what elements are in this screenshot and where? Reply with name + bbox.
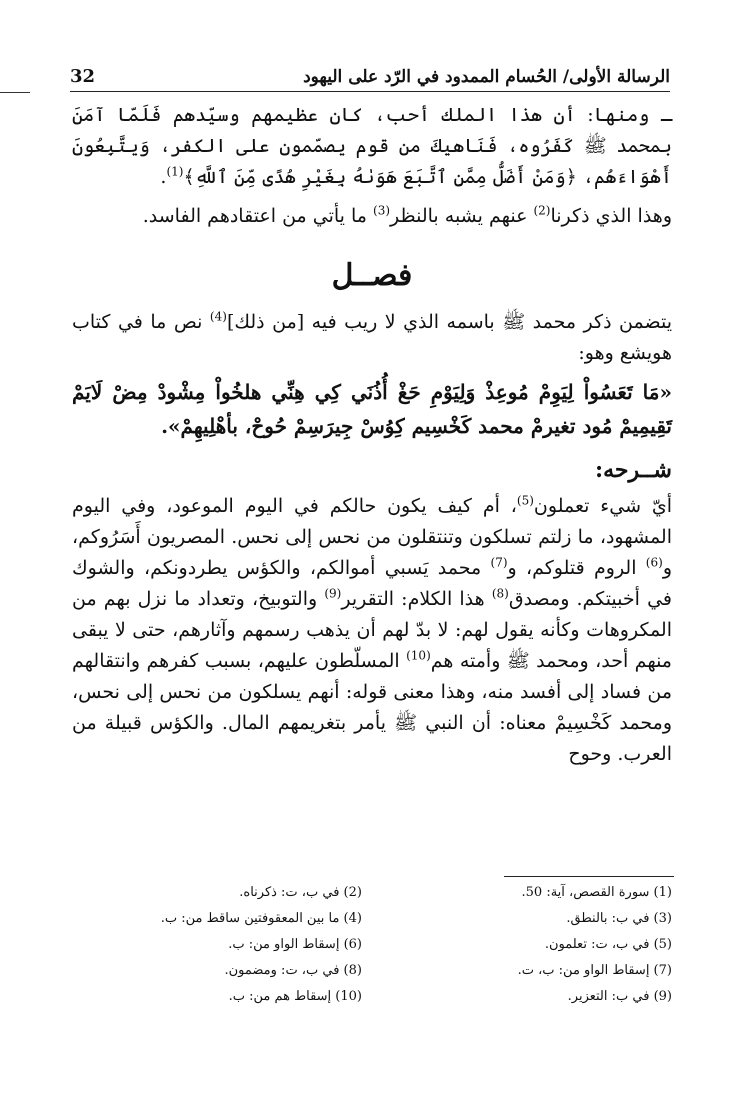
footnote-6: (6) إسقاط الواو من: ب. xyxy=(228,937,362,952)
footnote-ref-9: (9) xyxy=(324,586,342,601)
paragraph-1-text: ـ ومنها: أن هذا الملك أحب، كان عظيمهم وسيّدهم فَلَمّا آمَنَ بمحمد ﷺ كَفَرُوه، فَنَاهيكَ من قوم يصمّمون على الكفر، وَيتَّبِعُونَ أَهْوَاءَهُم، ﴿وَمَنْ أَضَلُّ مِمَّنِ ٱتَّبَعَ هَوَىٰهُ بِغَيْرِ هُدًى مِّنَ ٱللَّهِ﴾ xyxy=(72,104,672,188)
paragraph-2-text-b: عنهم يشبه بالنظر xyxy=(390,205,534,227)
paragraph-2-text-c: ما يأتي من اعتقادهم الفاسد. xyxy=(142,205,374,227)
paragraph-4-text-d: محمد يَسبي أموالكم، والكؤس يطردونكم، والشوك في أخبيتكم. ومصدق xyxy=(72,557,672,610)
footnote-ref-8: (8) xyxy=(491,586,509,601)
paragraph-4-text-f: والتوبيخ، وتعداد ما نزل بهم من المكروهات وكأنه يقول لهم: لا بدّ لهم أن يذهب رسمهم وآثارهم، حتى لا يبقى منهم أحد، ومحمد ﷺ وأمته هم xyxy=(72,588,672,672)
footnote-ref-6: (6) xyxy=(645,555,663,570)
margin-rule xyxy=(0,92,30,93)
footnote-ref-5: (5) xyxy=(516,493,534,508)
paragraph-4-text-c: الروم قتلوكم، و xyxy=(507,557,646,579)
commentary-heading: شــرحه: xyxy=(595,457,672,483)
footnote-10: (10) إسقاط هم من: ب. xyxy=(228,989,362,1004)
paragraph-4-text-e: هذا الكلام: التقرير xyxy=(341,588,492,610)
paragraph-4-text-a: أيّ شيء تعملون xyxy=(533,495,673,517)
paragraph-1 xyxy=(72,100,672,193)
running-header xyxy=(70,58,670,92)
footnote-7: (7) إسقاط الواو من: ب، ت. xyxy=(517,963,672,978)
footnotes xyxy=(72,880,672,1010)
footnote-5: (5) في ب، ت: تعلمون. xyxy=(544,937,672,952)
footnote-ref-3: (3) xyxy=(373,203,391,218)
footnote-9: (9) في ب: التعزير. xyxy=(567,989,672,1004)
section-heading: فصــل xyxy=(331,258,413,293)
paragraph-4 xyxy=(72,491,672,770)
footnote-ref-1: (1) xyxy=(166,164,184,179)
paragraph-2 xyxy=(72,201,672,232)
footnote-ref-10: (10) xyxy=(406,648,431,663)
footnote-ref-4: (4) xyxy=(209,309,227,324)
footnote-3: (3) في ب: بالنطق. xyxy=(566,911,672,926)
page-number: 32 xyxy=(70,66,96,87)
paragraph-4-text-b: ، أم كيف يكون حالكم في اليوم الموعود، وفي اليوم المشهود، ما زلتم تسلكون وتنتقلون من نحس إلى نحس. المصريون أَسَرُوكم، و xyxy=(72,495,672,579)
paragraph-3-text-a: يتضمن ذكر محمد ﷺ باسمه الذي لا ريب فيه [من ذلك] xyxy=(226,311,672,333)
footnote-ref-7: (7) xyxy=(490,555,508,570)
main-text xyxy=(72,100,672,770)
hosea-quote: «مَا تَعَسُواْ لِيَوِمْ مُوعِذْ وَلِيَوْمِ حَغْ أُذُنَي كِي هِنِّي هلخُواْ مِشْودْ مِضْ لَايَمْ تَقِيمِيمْ مُود تغيرمْ محمد كَخْسِيم كِوُسْ جِيرَسِمْ حُوحْ، بأهْلِيهِمْ». xyxy=(72,380,672,438)
footnote-2: (2) في ب، ت: ذكرناه. xyxy=(239,885,362,900)
footnote-ref-2: (2) xyxy=(533,203,551,218)
footnote-1: (1) سورة القصص، آية: 50. xyxy=(521,885,672,900)
paragraph-4-text-g: المسلّطون عليهم، بسبب كفرهم وانتقالهم من فساد إلى أفسد منه، وهذا معنى قوله: أنهم يسلكون من نحس إلى نحس، ومحمد كَخْسِيمْ معناه: أن النبي ﷺ يأمر بتغريمهم المال. والكؤس قبيلة من العرب. وحوح xyxy=(72,650,672,765)
footnote-4: (4) ما بين المعقوفتين ساقط من: ب. xyxy=(160,911,362,926)
running-title: الرسالة الأولى/ الحُسام الممدود في الرّد على اليهود xyxy=(303,67,670,87)
paragraph-3-text-b: نص ما في كتاب هويشع وهو: xyxy=(72,311,672,364)
paragraph-2-text-a: وهذا الذي ذكرنا xyxy=(550,205,672,227)
footnote-8: (8) في ب، ت: ومضمون. xyxy=(224,963,362,978)
paragraph-3 xyxy=(72,307,672,369)
paragraph-1-end: . xyxy=(160,166,167,188)
footnote-separator xyxy=(504,876,674,877)
